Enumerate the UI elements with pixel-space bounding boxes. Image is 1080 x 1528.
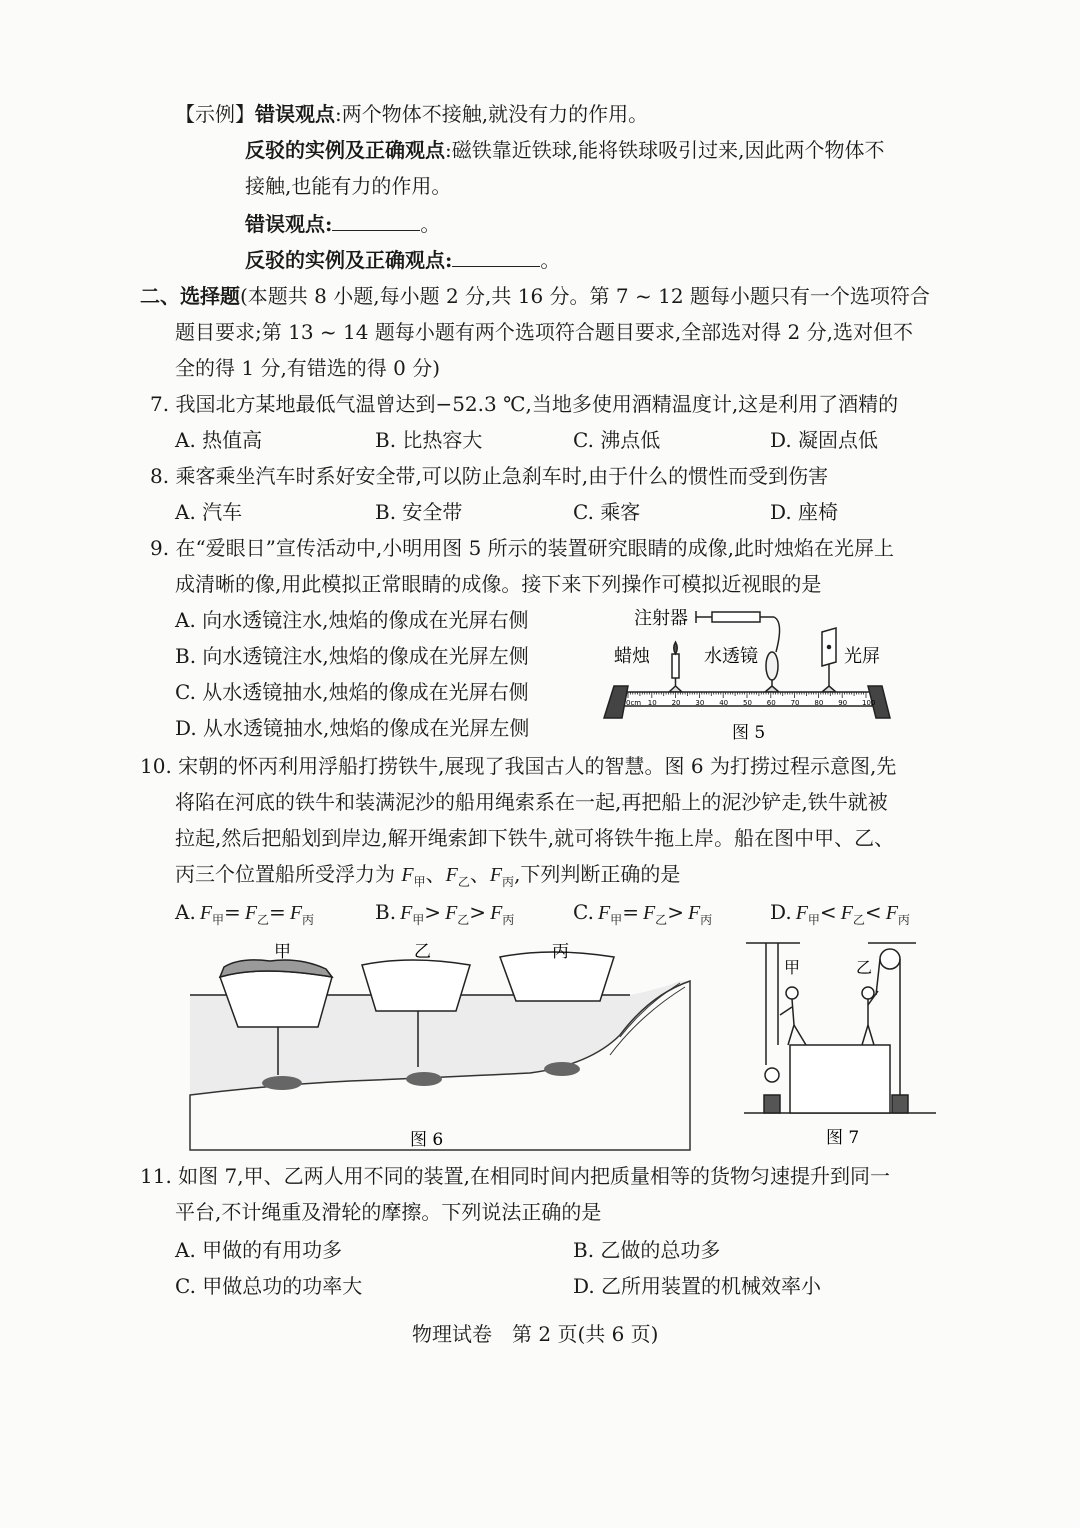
candle-label: 蜡烛 [614, 646, 650, 667]
page-footer: 物理试卷 第 2 页(共 6 页) [412, 1322, 659, 1346]
q11-option-a[interactable]: A. 甲做的有用功多 [175, 1238, 343, 1262]
iron-ox-1 [262, 1076, 302, 1090]
boat-label-bing: 丙 [552, 942, 569, 962]
sub-jia: 甲 [413, 875, 426, 889]
q10-stem-4: 丙三个位置船所受浮力为 $F_甲$、$F_乙$、$F_丙$,下列判断正确的是 [175, 862, 681, 889]
q8-stem: 8. 乘客乘坐汽车时系好安全带,可以防止急刹车时,由于什么的惯性而受到伤害 [150, 464, 829, 488]
relation-symbol: = [269, 900, 286, 924]
ruler-tick-label: 40 [719, 699, 729, 707]
force-symbol: F [244, 902, 258, 924]
q9-option-a[interactable]: A. 向水透镜注水,烛焰的像成在光屏右侧 [175, 608, 529, 632]
wrong-view-text: :两个物体不接触,就没有力的作用。 [335, 102, 649, 126]
q10-option-a[interactable] [175, 902, 314, 926]
wrong-view-label: 错误观点 [255, 102, 335, 126]
q10-stem-4b: ,下列判断正确的是 [514, 862, 681, 886]
screen-icon [822, 628, 836, 692]
q11-stem-2: 平台,不计绳重及滑轮的摩擦。下列说法正确的是 [175, 1200, 602, 1224]
force-subscript: 甲 [212, 913, 225, 927]
figure-7 [740, 935, 940, 1150]
ruler-tick-label: 30 [695, 699, 705, 707]
figure-5-caption: 图 5 [732, 723, 766, 743]
q9-option-d[interactable]: D. 从水透镜抽水,烛焰的像成在光屏左侧 [175, 716, 530, 740]
q10-stem-2: 将陷在河底的铁牛和装满泥沙的船用绳索系在一起,再把船上的泥沙铲走,铁牛就被 [175, 790, 888, 814]
iron-ox-3 [544, 1062, 580, 1076]
rebut-text-1: :磁铁靠近铁球,能将铁球吸引过来,因此两个物体不 [445, 138, 885, 162]
water-lens-icon [765, 652, 779, 692]
ruler-tick-label: 0cm [626, 699, 642, 707]
q9-stem-2: 成清晰的像,用此模拟正常眼睛的成像。接下来下列操作可模拟近视眼的是 [175, 572, 822, 596]
q8-option-c[interactable]: C. 乘客 [573, 500, 641, 524]
pulley-jia [764, 943, 780, 1113]
force-subscript: 丙 [700, 913, 713, 927]
blank-end-1: 。 [420, 212, 441, 236]
ruler-tick-label: 100 [862, 699, 876, 707]
force-subscript: 甲 [412, 913, 425, 927]
option-letter: C. [573, 900, 594, 924]
figure-7-caption: 图 7 [826, 1128, 860, 1148]
force-subscript: 甲 [610, 913, 623, 927]
force-subscript: 甲 [807, 913, 820, 927]
rebut-label: 反驳的实例及正确观点 [245, 138, 445, 162]
sub-yi: 乙 [457, 875, 470, 889]
relation-symbol: = [622, 900, 639, 924]
candle-icon [669, 642, 682, 692]
q10-stem-1: 10. 宋朝的怀丙利用浮船打捞铁牛,展现了我国古人的智慧。图 6 为打捞过程示意图,先 [140, 754, 897, 778]
relation-symbol: = [224, 900, 241, 924]
blank-rebut-answer[interactable] [452, 248, 540, 267]
force-symbol: F [445, 902, 458, 924]
relation-symbol: > [667, 900, 684, 924]
ruler-tick-label: 50 [743, 699, 752, 707]
q10-stem-4a: 丙三个位置船所受浮力为 [175, 862, 395, 886]
example-tag: 【示例】 [175, 102, 255, 126]
person-label-jia: 甲 [784, 958, 801, 977]
ruler-tick-label: 60 [766, 699, 776, 707]
rebut-text-2: 接触,也能有力的作用。 [245, 174, 452, 198]
q7-option-b[interactable]: B. 比热容大 [375, 428, 483, 452]
blank-rebut-label: 反驳的实例及正确观点: [245, 248, 453, 272]
q8-option-b[interactable]: B. 安全带 [375, 500, 463, 524]
blank-end-2: 。 [540, 248, 561, 272]
force-subscript: 乙 [852, 913, 865, 927]
force-subscript: 丙 [897, 913, 910, 927]
section2-line1 [140, 286, 930, 306]
ruler-tick-label: 20 [671, 699, 681, 707]
q7-option-c[interactable]: C. 沸点低 [573, 428, 661, 452]
force-symbol: F [687, 902, 701, 924]
lens-label: 水透镜 [704, 646, 758, 667]
q7-stem: 7. 我国北方某地最低气温曾达到−52.3 ℃,当地多使用酒精温度计,这是利用了酒精的 [150, 392, 899, 416]
blank-wrong-label: 错误观点: [245, 212, 333, 236]
ruler-tick-label: 70 [790, 699, 800, 707]
ruler-tick-label: 90 [838, 699, 848, 707]
force-subscript: 乙 [457, 913, 470, 927]
iron-ox-2 [406, 1072, 442, 1086]
section2-intro-3: 全的得 1 分,有错选的得 0 分) [175, 356, 441, 380]
force-symbol: F [490, 902, 503, 924]
force-symbol: F [400, 902, 413, 924]
force-symbol: F [840, 902, 853, 924]
figure-5 [600, 600, 890, 743]
person-yi [862, 987, 878, 1045]
relation-symbol: > [424, 900, 442, 924]
force-symbol: F [885, 902, 898, 924]
force-subscript: 丙 [302, 913, 315, 927]
q9-option-b[interactable]: B. 向水透镜注水,烛焰的像成在光屏左侧 [175, 644, 529, 668]
figure-6 [190, 935, 690, 1150]
force-subscript: 丙 [502, 913, 515, 927]
blank-wrong-answer[interactable] [332, 212, 420, 231]
ruler-tick-label: 80 [814, 699, 824, 707]
ruler-tick-label: 10 [647, 699, 657, 707]
force-symbol: F [642, 902, 656, 924]
force-symbol: F [795, 902, 808, 924]
q11-option-c[interactable]: C. 甲做总功的功率大 [175, 1274, 363, 1298]
relation-symbol: < [864, 900, 882, 924]
q7-option-a[interactable]: A. 热值高 [175, 428, 263, 452]
option-letter: A. [175, 900, 196, 924]
force-symbol: F [199, 902, 213, 924]
person-jia [780, 987, 806, 1045]
syringe-label: 注射器 [634, 608, 688, 629]
screen-label: 光屏 [844, 646, 880, 667]
person-label-yi: 乙 [856, 958, 873, 977]
blank-rebut-line [245, 248, 560, 270]
force-symbol: F [597, 902, 611, 924]
example-line-2 [245, 140, 884, 160]
q8-option-d[interactable]: D. 座椅 [770, 500, 839, 524]
boat-label-jia: 甲 [274, 942, 291, 962]
example-line-1 [175, 104, 648, 124]
q7-option-d[interactable]: D. 凝固点低 [770, 428, 879, 452]
q11-option-d[interactable]: D. 乙所用装置的机械效率小 [573, 1274, 822, 1298]
sub-bing: 丙 [502, 875, 515, 889]
force-subscript: 乙 [257, 913, 270, 927]
section2-intro-1: (本题共 8 小题,每小题 2 分,共 16 分。第 7 ~ 12 题每小题只有一个选项符合 [240, 284, 930, 308]
q10-option-c[interactable] [573, 902, 712, 926]
q10-option-d[interactable] [770, 902, 910, 926]
q11-stem-1: 11. 如图 7,甲、乙两人用不同的装置,在相同时间内把质量相等的货物匀速提升到同一 [140, 1164, 890, 1188]
q10-stem-3: 拉起,然后把船划到岸边,解开绳索卸下铁牛,就可将铁牛拖上岸。船在图中甲、乙、 [175, 826, 895, 850]
section2-heading: 二、选择题 [140, 284, 240, 308]
option-letter: B. [375, 900, 397, 924]
section2-intro-2: 题目要求;第 13 ~ 14 题每小题有两个选项符合题目要求,全部选对得 2 分,选对但不 [175, 320, 913, 344]
q8-option-a[interactable]: A. 汽车 [175, 500, 243, 524]
option-letter: D. [770, 900, 792, 924]
relation-symbol: < [819, 900, 837, 924]
relation-symbol: > [469, 900, 487, 924]
blank-wrong-line [245, 212, 440, 234]
q11-option-b[interactable]: B. 乙做的总功多 [573, 1238, 721, 1262]
q10-option-b[interactable] [375, 902, 514, 926]
q9-option-c[interactable]: C. 从水透镜抽水,烛焰的像成在光屏右侧 [175, 680, 529, 704]
force-symbol: F [289, 902, 303, 924]
q9-stem-1: 9. 在“爱眼日”宣传活动中,小明用图 5 所示的装置研究眼睛的成像,此时烛焰在光屏上 [150, 536, 895, 560]
boat-label-yi: 乙 [414, 942, 431, 962]
force-subscript: 乙 [655, 913, 668, 927]
figure-6-caption: 图 6 [410, 1130, 444, 1150]
